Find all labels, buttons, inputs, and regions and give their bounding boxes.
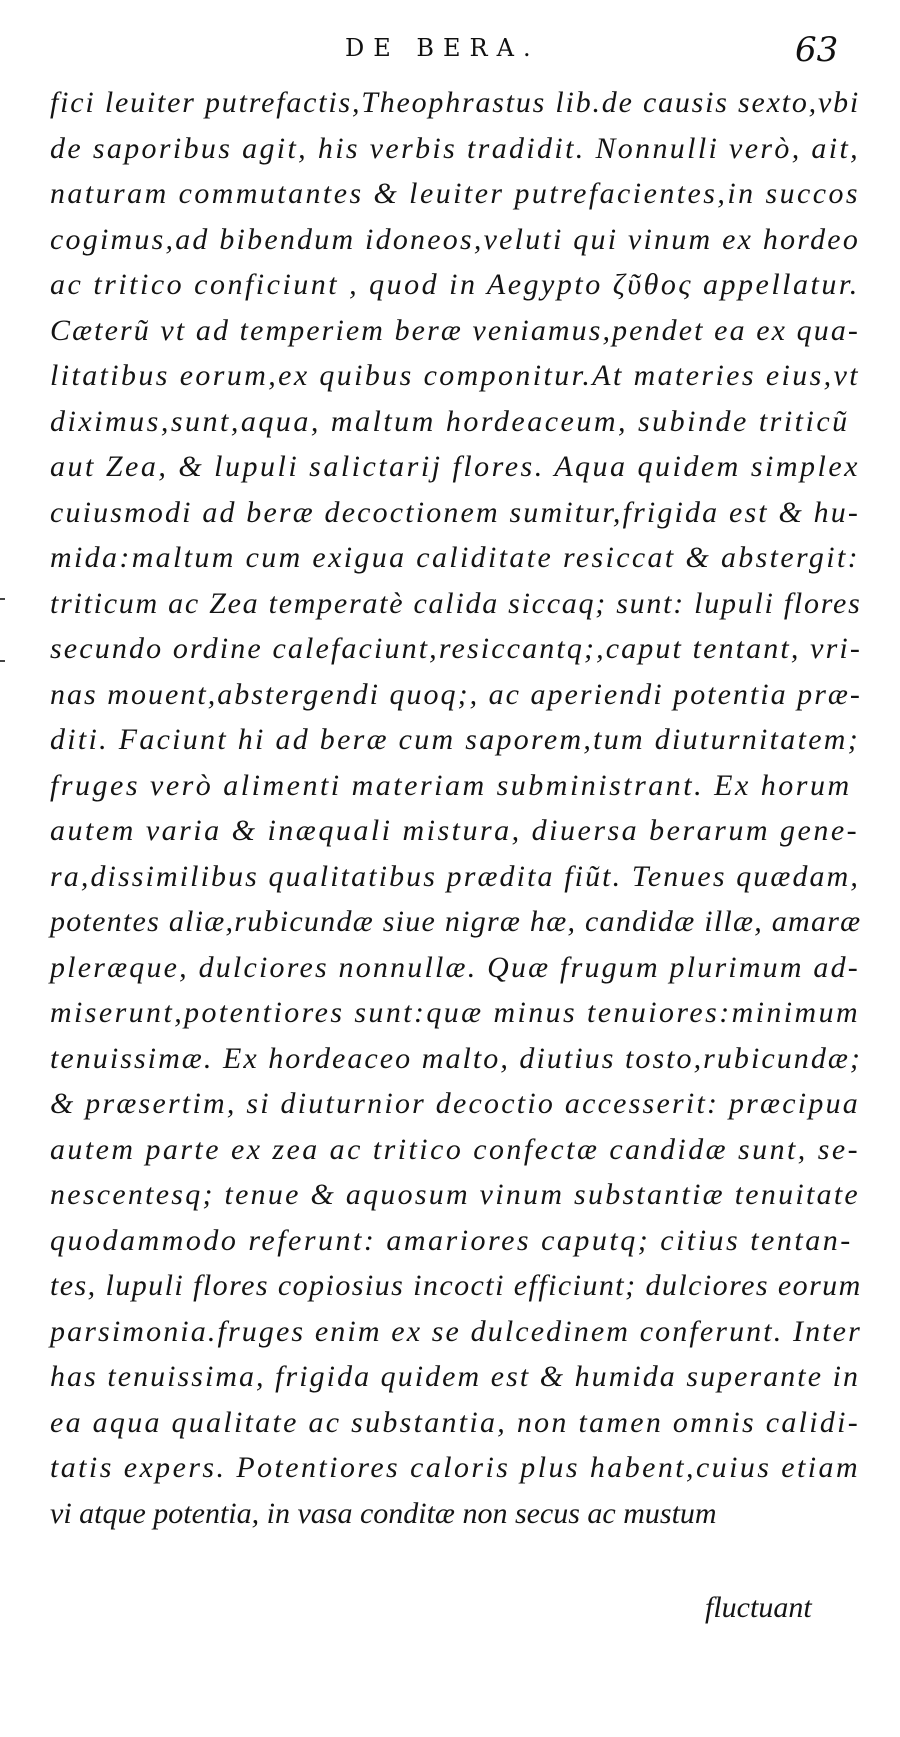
body-text xyxy=(50,80,860,1536)
text-line: has tenuissima, frigida quidem est & humida superante in xyxy=(50,1360,861,1393)
running-head xyxy=(0,30,900,74)
text-line: naturam commutantes & leuiter putrefacientes,in succos xyxy=(50,177,861,210)
text-line: fruges verò alimenti materiam subministrant. Ex horum xyxy=(50,768,852,802)
text-line: nescentesq; tenue & aquosum vinum substantiæ tenuitate xyxy=(50,1178,861,1211)
text-line: triticum ac Zea temperatè calida siccaq; sunt: lupuli flores xyxy=(50,586,862,620)
text-line: autem varia & inæquali mistura, diuersa berarum gene- xyxy=(50,814,860,847)
text-line: autem parte ex zea ac tritico confectæ candidæ sunt, se- xyxy=(50,1132,861,1166)
running-title: DE BERA. xyxy=(345,34,540,62)
page-number: 63 xyxy=(795,30,839,70)
text-line: cuiusmodi ad beræ decoctionem sumitur,frigida est & hu- xyxy=(50,495,861,529)
text-line: fici leuiter putrefactis,Theophrastus lib.de causis sexto,vbi xyxy=(50,86,860,119)
text-line: tes, lupuli flores copiosius incocti efficiunt; dulciores eorum xyxy=(50,1269,862,1302)
text-line: ac tritico conficiunt , quod in Aegypto ζῦθος appellatur. xyxy=(50,268,860,301)
margin-mark xyxy=(0,598,5,600)
text-line: aut Zea, & lupuli salictarij flores. Aqua quidem simplex xyxy=(50,450,860,483)
text-line: pleræque, dulciores nonnullæ. Quæ frugum plurimum ad- xyxy=(50,950,860,984)
text-line: ra,dissimilibus qualitatibus prædita fiũt. Tenues quædam, xyxy=(50,859,860,893)
text-line: vi atque potentia, in vasa conditæ non secus ac mustum xyxy=(50,1496,717,1530)
text-line: litatibus eorum,ex quibus componitur.At materies eius,vt xyxy=(50,359,861,392)
text-line: diti. Faciunt hi ad beræ cum saporem,tum diuturnitatem; xyxy=(50,723,861,756)
text-line: miserunt,potentiores sunt:quæ minus tenuiores:minimum xyxy=(50,996,861,1029)
text-line: ea aqua qualitate ac substantia, non tamen omnis calidi- xyxy=(50,1405,861,1439)
text-line: tenuissimæ. Ex hordeaceo malto, diutius tosto,rubicundæ; xyxy=(50,1041,862,1075)
text-line: potentes aliæ,rubicundæ siue nigræ hæ, candidæ illæ, amaræ xyxy=(50,905,862,938)
text-line: quodammodo referunt: amariores caputq; citius tentan- xyxy=(50,1223,853,1257)
text-line: secundo ordine calefaciunt,resiccantq;,caput tentant, vri- xyxy=(50,632,862,665)
text-line: cogimus,ad bibendum idoneos,veluti qui vinum ex hordeo xyxy=(50,222,861,256)
text-line: & præsertim, si diuturnior decoctio accesserit: præcipua xyxy=(50,1087,860,1120)
text-line: de saporibus agit, his verbis tradidit. Nonnulli verò, ait, xyxy=(50,131,860,165)
text-line: tatis expers. Potentiores caloris plus habent,cuius etiam xyxy=(50,1451,861,1484)
text-line: Cæterũ vt ad temperiem beræ veniamus,pendet ea ex qua- xyxy=(50,313,860,347)
text-line: mida:maltum cum exigua caliditate resiccat & abstergit: xyxy=(50,541,861,574)
text-line: nas mouent,abstergendi quoq;, ac aperiendi potentia præ- xyxy=(50,677,862,711)
text-line: diximus,sunt,aqua, maltum hordeaceum, subinde triticũ xyxy=(50,404,850,438)
text-line: parsimonia.fruges enim ex se dulcedinem conferunt. Inter xyxy=(50,1314,862,1348)
margin-mark xyxy=(0,660,5,662)
catchword: fluctuant xyxy=(705,1591,812,1624)
